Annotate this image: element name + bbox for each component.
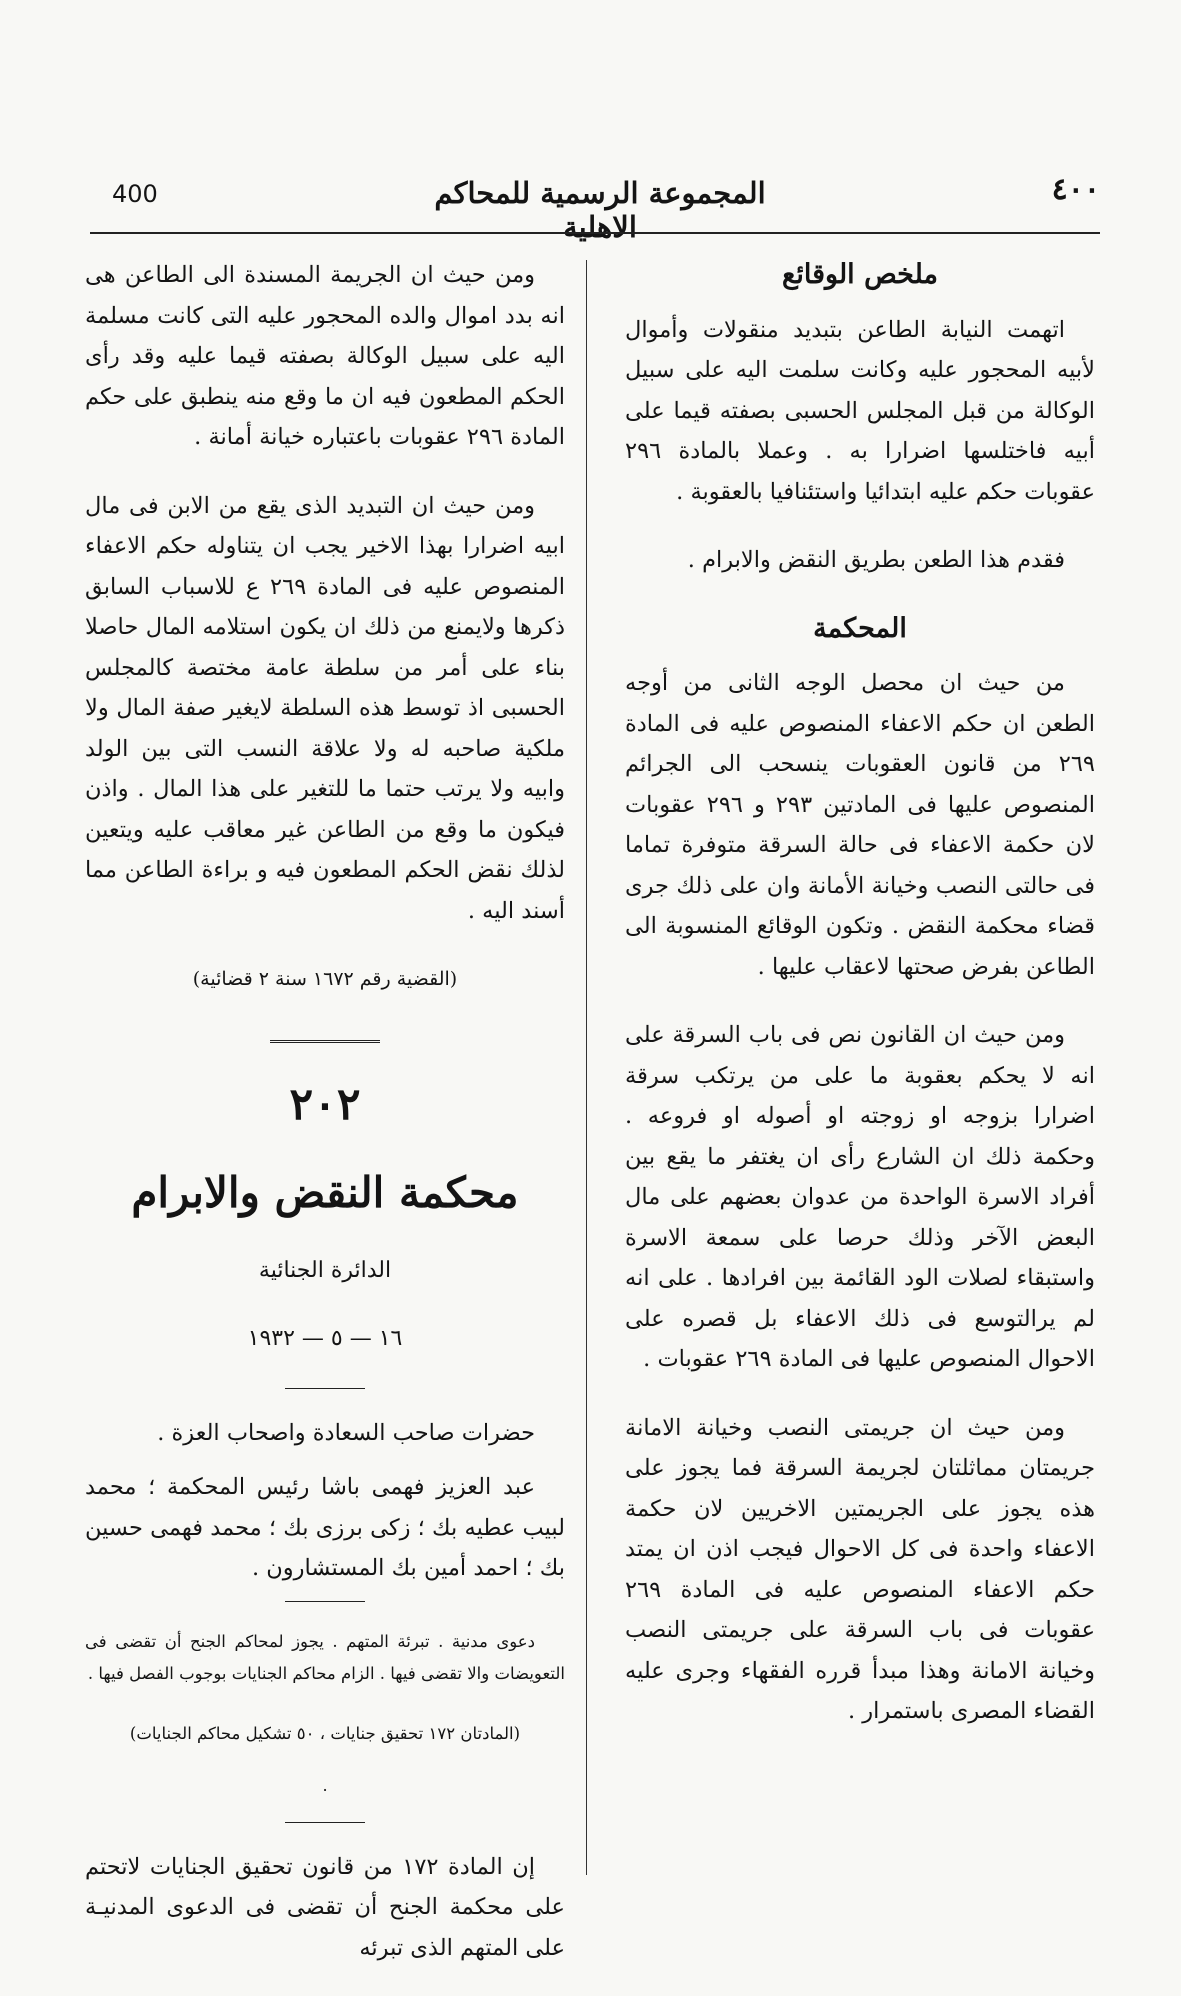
- header-rule: [90, 232, 1100, 234]
- separator-dot: .: [322, 1775, 328, 1795]
- court-title: المحكمة: [813, 612, 907, 644]
- left-column: [85, 255, 565, 1996]
- body-paragraph: ومن حيث ان الجريمة المسندة الى الطاعن هى انه بدد اموال والده المحجور عليه التى كانت مسلمة اليه على سبيل الوكالة بصفته قيما عليه وقد رأى الحكم المطعون فيه ان ما وقع منه ينطبق على حكم المادة ٢٩٦ عقوبات باعتباره خيانة أمانة .: [85, 262, 565, 450]
- bench-intro: حضرات صاحب السعادة واصحاب العزة .: [157, 1419, 535, 1446]
- section-separator: [270, 1040, 380, 1043]
- court-paragraph: ومن حيث ان القانون نص فى باب السرقة على انه لا يحكم بعقوبة ما على من يرتكب سرقة اضرارا بزوجه او زوجته او أصوله او فروعه . وحكمة ذلك ان الشارع رأى ان يغتفر ما يقع بين أفراد الاسرة الواحدة من عدوان بعضهم على مال البعض الآخر وذلك حرصا على سمعة الاسرة واستبقاء لصلات الود القائمة بين افرادها . على انه لم يرالتوسع فى ذلك الاعفاء بل قصره على الاحوال المنصوص عليها فى المادة ٢٦٩ عقوبات .: [625, 1022, 1095, 1372]
- right-column: [625, 255, 1095, 1760]
- page-number-arabic: ٤٠٠: [1051, 172, 1100, 207]
- facts-title: ملخص الوقائع: [781, 259, 938, 290]
- separator-rule: [285, 1388, 365, 1389]
- court-paragraph: من حيث ان محصل الوجه الثانى من أوجه الطعن ان حكم الاعفاء المنصوص عليه فى المادة ٢٦٩ من قانون العقوبات ينسحب الى الجرائم المنصوص عليها فى المادتين ٢٩٣ و ٢٩٦ عقوبات لان حكمة الاعفاء فى حالة السرقة متوفرة تماما فى حالتى النصب وخيانة الأمانة وان على ذلك جرى قضاء محكمة النقض . وتكون الوقائع المنسوبة الى الطاعن بفرض صحتها لاعقاب عليها .: [625, 670, 1096, 980]
- facts-paragraph: فقدم هذا الطعن بطريق النقض والابرام .: [687, 547, 1065, 573]
- page-header: [90, 170, 1100, 244]
- body-paragraph: ومن حيث ان التبديد الذى يقع من الابن فى مال ابيه اضرارا بهذا الاخير يجب ان يتناوله حكم الاعفاء المنصوص عليه فى المادة ٢٦٩ ع للاسباب السابق ذكرها ولايمنع من ذلك ان يكون استلامه المال حاصلا بناء على أمر من سلطة عامة مختصة كالمجلس الحسبى اذ توسط هذه السلطة لايغير صفة المال ولا ملكية صاحبه له ولا علاقة النسب التى بين الولد وابيه ولا يرتب حتما ما للتغير على هذا المال . واذن فيكون ما وقع من الطاعن غير معاقب عليه ويتعين لذلك نقض الحكم المطعون فيه و براءة الطاعن مما أسند اليه .: [85, 492, 565, 924]
- separator-rule: [285, 1822, 365, 1823]
- bench-members: عبد العزيز فهمى باشا رئيس المحكمة ؛ محمد لبيب عطيه بك ؛ زكى برزى بك ؛ محمد فهمى حسين بك ؛ احمد أمين بك المستشارون .: [85, 1474, 565, 1581]
- case-summary-articles: (المادتان ١٧٢ تحقيق جنايات ، ٥٠ تشكيل محاكم الجنايات): [129, 1723, 521, 1743]
- circuit-name: الدائرة الجنائية: [258, 1257, 392, 1283]
- case-date: ١٦ — ٥ — ١٩٣٢: [247, 1326, 403, 1351]
- case-summary: دعوى مدنية . تبرئة المتهم . يجوز لمحاكم الجنح أن تقضى فى التعويضات والا تقضى فيها . الزام محاكم الجنايات بوجوب الفصل فيها .: [85, 1631, 565, 1683]
- holding-paragraph: إن المادة ١٧٢ من قانون تحقيق الجنايات لاتحتم على محكمة الجنح أن تقضى فى الدعوى المدنيـة على المتهم الذى تبرئه: [85, 1853, 565, 1961]
- court-paragraph: ومن حيث ان جريمتى النصب وخيانة الامانة جريمتان مماثلتان لجريمة السرقة فما يجوز على هذه يجوز على الجريمتين الاخريين لان حكمة الاعفاء واحدة فى كل الاحوال فيجب اذن ان يمتد حكم الاعفاء المنصوص عليه فى المادة ٢٦٩ عقوبات فى باب السرقة على جريمتى النصب وخيانة الامانة وهذا مبدأ قرره الفقهاء وجرى عليه القضاء المصرى باستمرار .: [625, 1414, 1095, 1724]
- running-title: المجموعة الرسمية للمحاكم الاهلية: [434, 176, 766, 244]
- court-name: محكمة النقض والابرام: [131, 1167, 519, 1217]
- column-divider: [586, 260, 587, 1875]
- facts-paragraph: اتهمت النيابة الطاعن بتبديد منقولات وأموال لأبيه المحجور عليه وكانت سلمت اليه على سبيل الوكالة من قبل المجلس الحسبى بصفته قيما على أبيه فاختلسها اضرارا به . وعملا بالمادة ٢٩٦ عقوبات حكم عليه ابتدائيا واستئنافيا بالعقوبة .: [625, 316, 1095, 505]
- case-number: ٢٠٢: [289, 1078, 361, 1130]
- case-citation: (القضية رقم ١٦٧٢ سنة ٢ قضائية): [192, 968, 458, 990]
- page-number-latin: 400: [112, 180, 158, 208]
- separator-rule: [285, 1601, 365, 1602]
